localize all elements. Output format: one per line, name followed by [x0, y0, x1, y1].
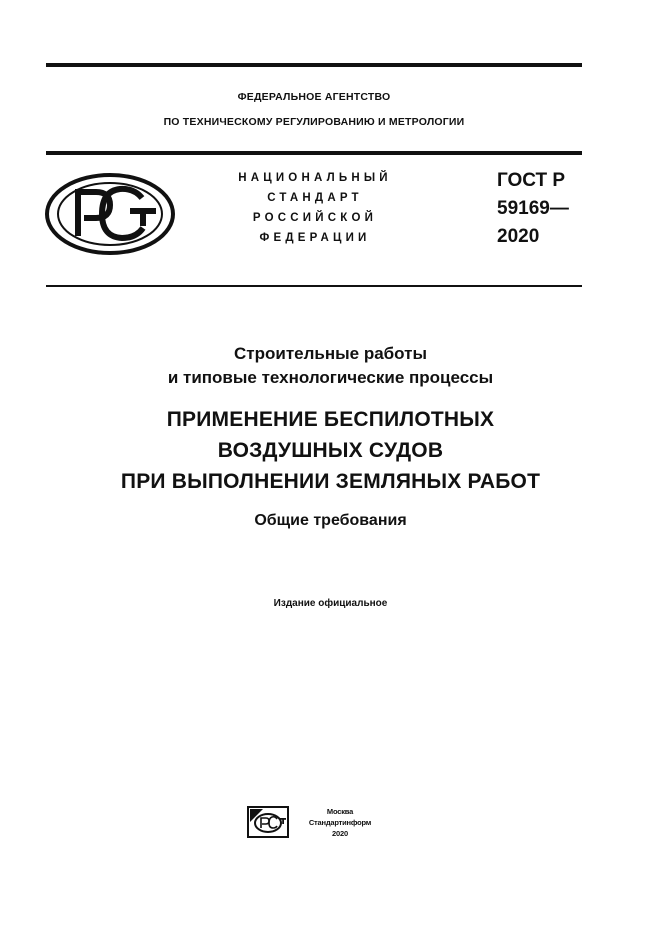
standard-line-2: СТАНДАРТ: [267, 192, 363, 204]
requirements-subtitle: Общие требования: [254, 512, 407, 529]
subtitle-line-1: Строительные работы: [234, 344, 427, 363]
publisher-city: Москва: [326, 807, 354, 816]
gost-code-line-3: 2020: [497, 226, 540, 247]
edition-note: Издание официальное: [273, 598, 388, 609]
standard-line-3: РОССИЙСКОЙ: [252, 212, 378, 224]
main-title-line-3: ПРИ ВЫПОЛНЕНИИ ЗЕМЛЯНЫХ РАБОТ: [120, 470, 541, 493]
gost-code-line-1: ГОСТ Р: [497, 170, 566, 191]
top-rule: [46, 63, 582, 67]
publisher-year: 2020: [332, 829, 348, 838]
main-title-line-1: ПРИМЕНЕНИЕ БЕСПИЛОТНЫХ: [166, 408, 495, 431]
gost-code-line-2: 59169—: [497, 198, 569, 219]
agency-line-2: ПО ТЕХНИЧЕСКОМУ РЕГУЛИРОВАНИЮ И МЕТРОЛОГИИ: [163, 116, 465, 128]
standard-line-4: ФЕДЕРАЦИИ: [259, 232, 371, 244]
publisher-name: Стандартинформ: [308, 818, 372, 827]
main-title-line-2: ВОЗДУШНЫХ СУДОВ: [217, 439, 444, 462]
agency-line-1: ФЕДЕРАЛЬНОЕ АГЕНТСТВО: [237, 91, 391, 103]
middle-rule: [46, 151, 582, 155]
publisher-logo-icon: [247, 806, 289, 838]
gost-logo-icon: [44, 172, 176, 256]
lower-rule: [46, 285, 582, 287]
subtitle-line-2: и типовые технологические процессы: [167, 368, 494, 387]
standard-line-1: НАЦИОНАЛЬНЫЙ: [238, 172, 392, 184]
